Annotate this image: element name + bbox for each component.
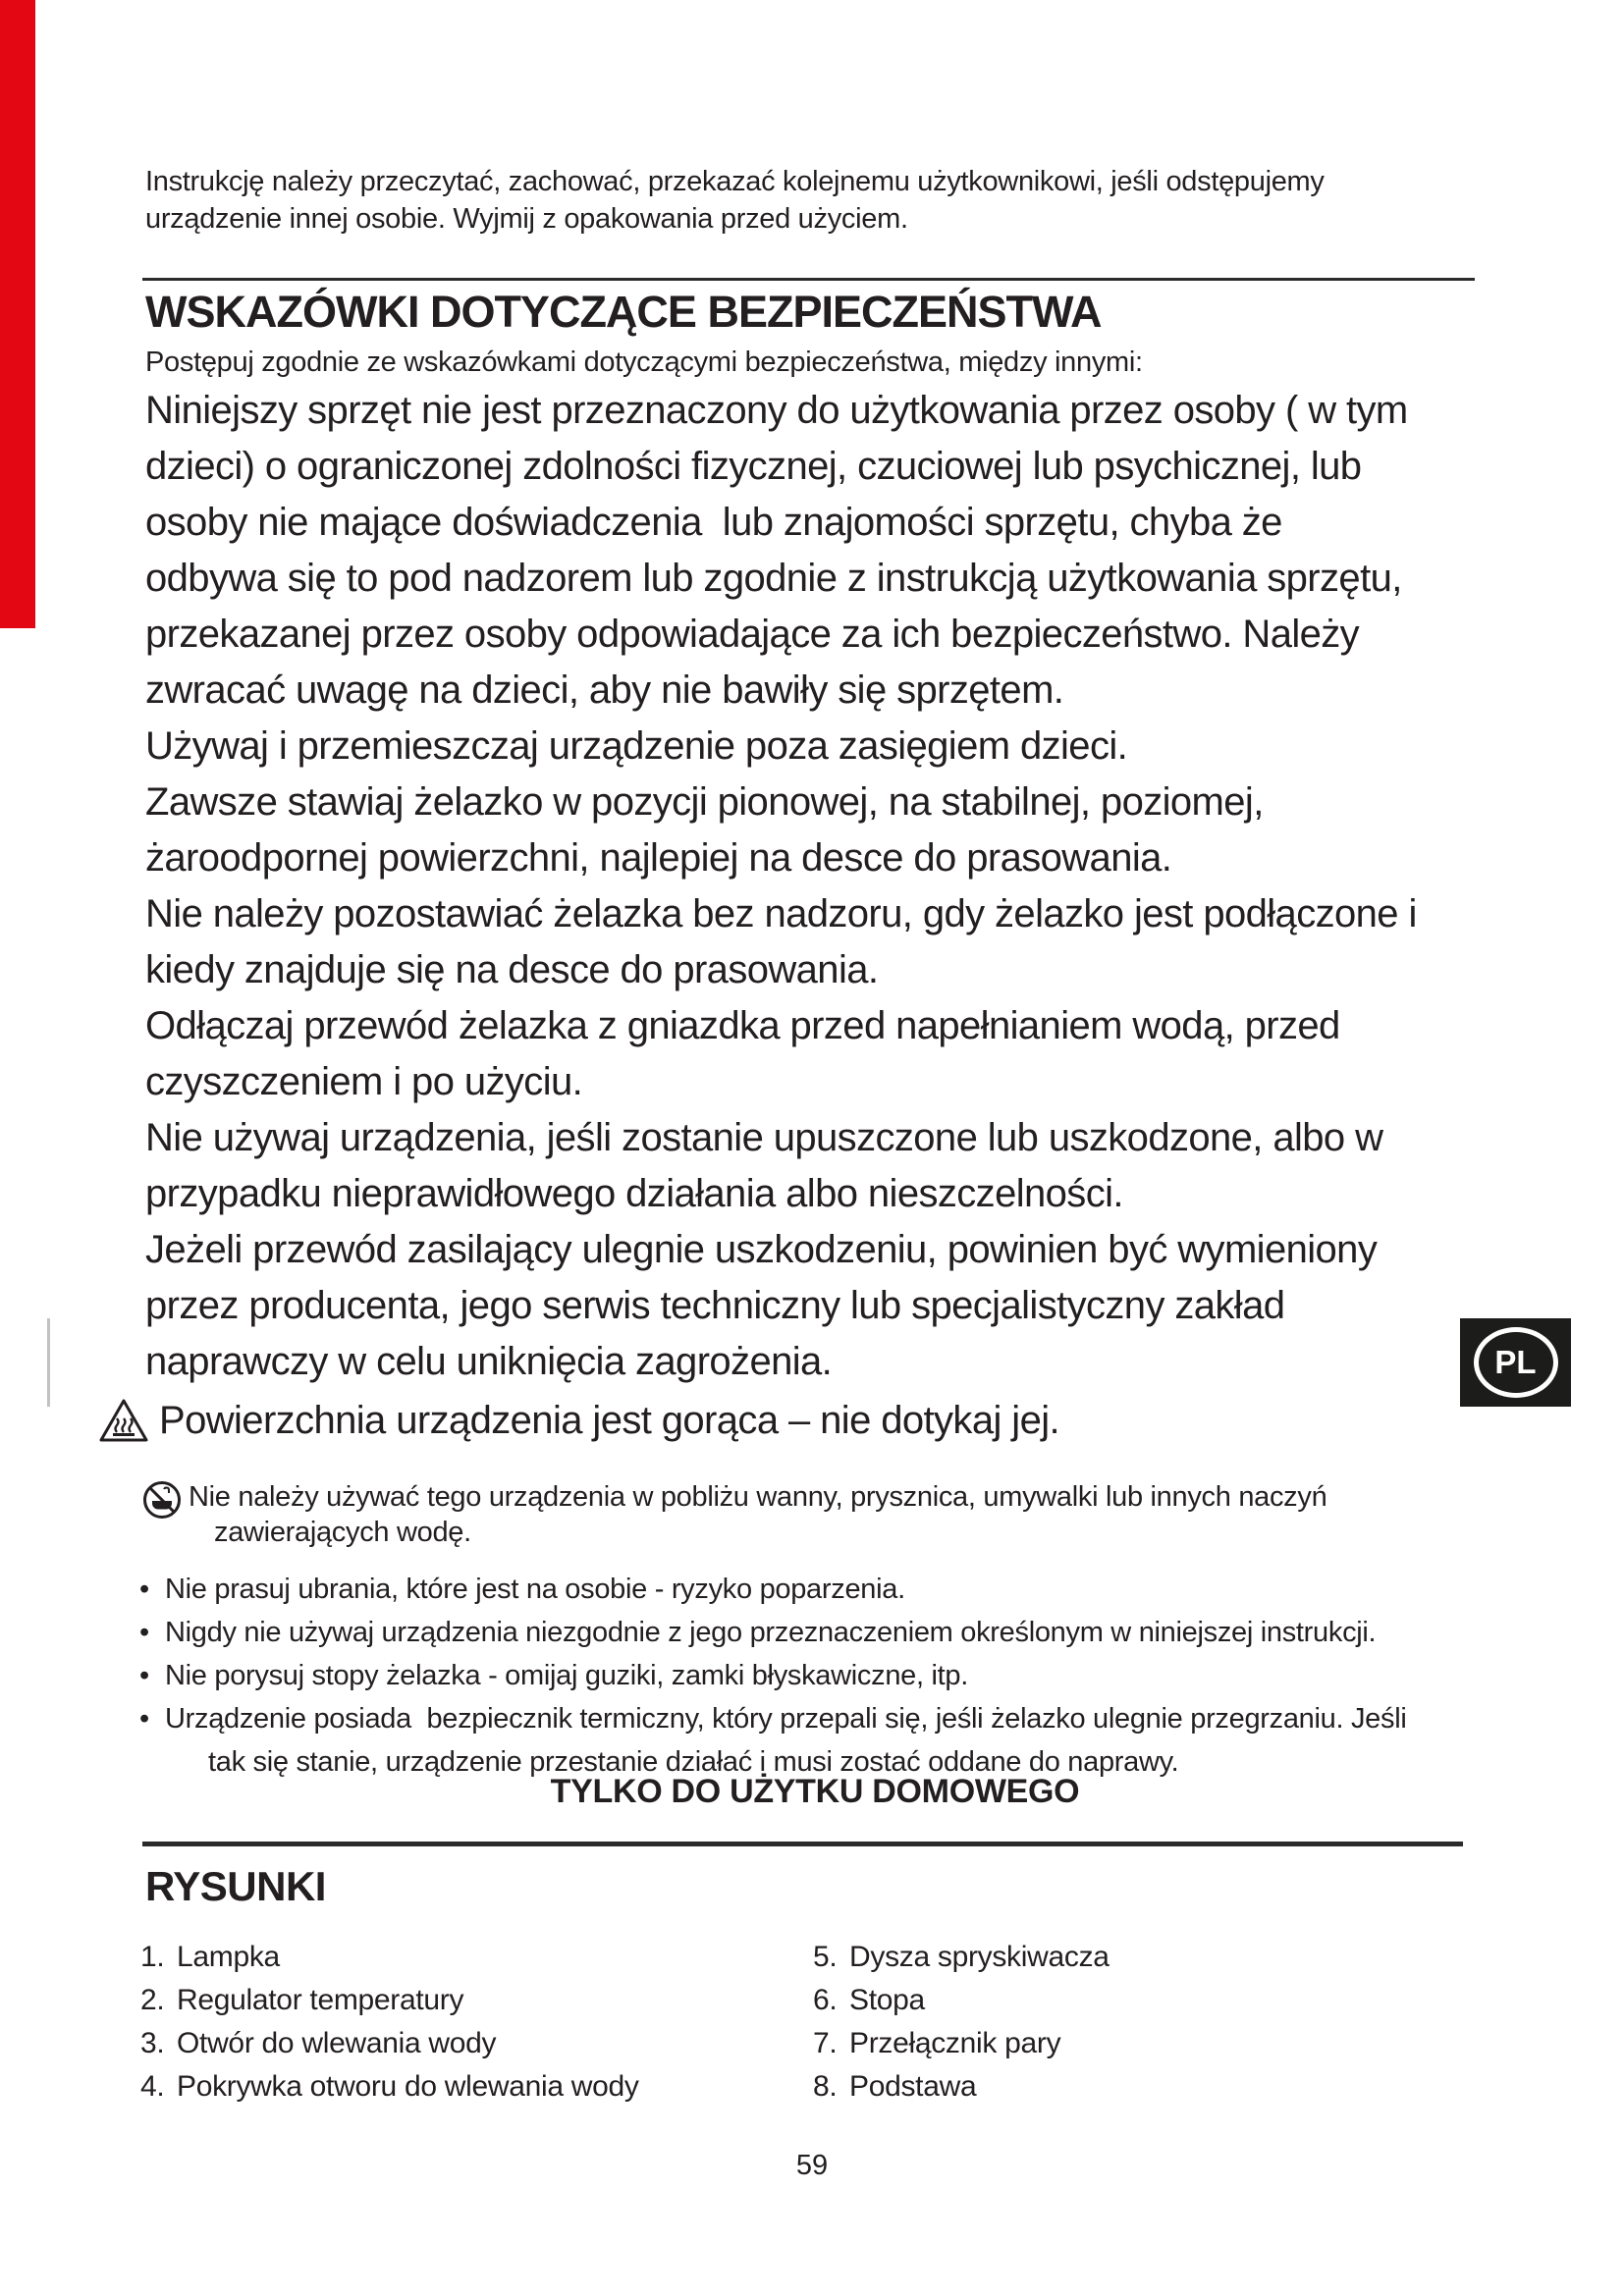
figure-number: 5. — [813, 1941, 838, 1973]
section-divider-thick — [142, 1842, 1463, 1846]
figure-number: 8. — [813, 2070, 838, 2103]
safety-section-title: WSKAZÓWKI DOTYCZĄCE BEZPIECZEŃSTWA — [145, 287, 1102, 337]
section-divider — [142, 278, 1475, 281]
no-water-line-1: Nie należy używać tego urządzenia w pobliżu wanny, prysznica, umywalki lub innych naczyń — [189, 1481, 1327, 1513]
safety-line: osoby nie mające doświadczenia lub znajomości sprzętu, chyba że — [145, 501, 1282, 544]
figure-item — [140, 1979, 639, 2022]
safety-line: Odłączaj przewód żelazka z gniazdka przed napełnianiem wodą, przed — [145, 1004, 1340, 1047]
figure-item — [813, 1936, 1110, 1979]
bullet-item: • Nie prasuj ubrania, które jest na osobie - ryzyko poparzenia. — [145, 1573, 1407, 1607]
figure-label: Przełącznik pary — [849, 2027, 1061, 2059]
hot-surface-icon — [98, 1397, 149, 1444]
bullet-item: • Urządzenie posiada bezpiecznik termiczny, który przepali się, jeśli żelazko ulegnie przegrzaniu. Jeśli — [145, 1702, 1407, 1736]
no-water-warning — [141, 1479, 1326, 1550]
bullet-item-continuation: tak się stanie, urządzenie przestanie działać i musi zostać oddane do naprawy. — [208, 1746, 1179, 1778]
safety-line: Nie używaj urządzenia, jeśli zostanie upuszczone lub uszkodzone, albo w — [145, 1116, 1383, 1159]
safety-line: przekazanej przez osoby odpowiadające za ich bezpieczeństwo. Należy — [145, 613, 1360, 656]
intro-line-1: Instrukcję należy przeczytać, zachować, przekazać kolejnemu użytkownikowi, jeśli odstępujemy — [145, 166, 1325, 197]
intro-line-2: urządzenie innej osobie. Wyjmij z opakowania przed użyciem. — [145, 203, 908, 235]
figure-label: Otwór do wlewania wody — [177, 2027, 497, 2059]
language-badge — [1460, 1318, 1571, 1407]
figures-list-left — [140, 1936, 639, 2109]
safety-line: przez producenta, jego serwis techniczny lub specjalistyczny zakład — [145, 1284, 1285, 1327]
figure-item — [140, 1936, 639, 1979]
figures-section-title: RYSUNKI — [145, 1863, 326, 1909]
figure-item — [140, 2022, 639, 2065]
hot-surface-warning-text: Powierzchnia urządzenia jest gorąca – nie dotykaj jej. — [159, 1398, 1060, 1442]
safety-instructions-block — [145, 383, 1417, 1390]
figure-number: 1. — [140, 1941, 165, 1973]
figure-label: Dysza spryskiwacza — [849, 1941, 1110, 1973]
no-water-contact-icon — [141, 1479, 183, 1521]
safety-line: przypadku nieprawidłowego działania albo nieszczelności. — [145, 1172, 1123, 1215]
figure-number: 4. — [140, 2070, 165, 2103]
figure-number: 2. — [140, 1984, 165, 2016]
safety-line: Niniejszy sprzęt nie jest przeznaczony do użytkowania przez osoby ( w tym — [145, 389, 1408, 432]
language-code: PL — [1494, 1344, 1537, 1380]
figure-item — [813, 2022, 1110, 2065]
figure-label: Pokrywka otworu do wlewania wody — [177, 2070, 639, 2103]
no-water-warning-text — [189, 1479, 1326, 1550]
safety-line: czyszczeniem i po użyciu. — [145, 1060, 583, 1103]
page-edge-red-bar — [0, 0, 35, 628]
safety-bullet-list — [145, 1573, 1407, 1780]
safety-line: żaroodpornej powierzchni, najlepiej na desce do prasowania. — [145, 836, 1172, 880]
safety-line: zwracać uwagę na dzieci, aby nie bawiły się sprzętem. — [145, 668, 1064, 712]
figure-label: Stopa — [849, 1984, 925, 2016]
language-badge-ellipse — [1474, 1327, 1558, 1398]
safety-line: Używaj i przemieszczaj urządzenie poza zasięgiem dzieci. — [145, 724, 1128, 768]
safety-line: Nie należy pozostawiać żelazka bez nadzoru, gdy żelazko jest podłączone i — [145, 892, 1417, 935]
intro-paragraph — [145, 163, 1325, 238]
safety-line: naprawczy w celu uniknięcia zagrożenia. — [145, 1340, 833, 1383]
figure-number: 6. — [813, 1984, 838, 2016]
figures-list-right — [813, 1936, 1110, 2109]
safety-line: Zawsze stawiaj żelazko w pozycji pionowej, na stabilnej, poziomej, — [145, 780, 1264, 824]
figure-label: Lampka — [177, 1941, 280, 1973]
safety-line: odbywa się to pod nadzorem lub zgodnie z instrukcją użytkowania sprzętu, — [145, 557, 1402, 600]
figure-number: 3. — [140, 2027, 165, 2059]
safety-line: kiedy znajduje się na desce do prasowania. — [145, 948, 879, 991]
figure-item — [140, 2065, 639, 2109]
bullet-item: • Nigdy nie używaj urządzenia niezgodnie z jego przeznaczeniem określonym w niniejszej instrukcji. — [145, 1616, 1407, 1650]
safety-line: dzieci) o ograniczonej zdolności fizycznej, czuciowej lub psychicznej, lub — [145, 445, 1362, 488]
page-number: 59 — [795, 2150, 829, 2181]
safety-section-subtitle: Postępuj zgodnie ze wskazówkami dotyczącymi bezpieczeństwa, między innymi: — [145, 347, 1143, 378]
domestic-use-only-label: TYLKO DO UŻYTKU DOMOWEGO — [550, 1773, 1080, 1810]
page-edge-tick-mark — [47, 1318, 50, 1407]
safety-line: Jeżeli przewód zasilający ulegnie uszkodzeniu, powinien być wymieniony — [145, 1228, 1378, 1271]
bullet-item: • Nie porysuj stopy żelazka - omijaj guziki, zamki błyskawiczne, itp. — [145, 1659, 1407, 1693]
figure-number: 7. — [813, 2027, 838, 2059]
hot-surface-warning — [98, 1397, 1059, 1444]
figure-item — [813, 2065, 1110, 2109]
figure-label: Regulator temperatury — [177, 1984, 464, 2016]
no-water-line-2: zawierających wodę. — [214, 1517, 471, 1548]
figure-item — [813, 1979, 1110, 2022]
figure-label: Podstawa — [849, 2070, 977, 2103]
